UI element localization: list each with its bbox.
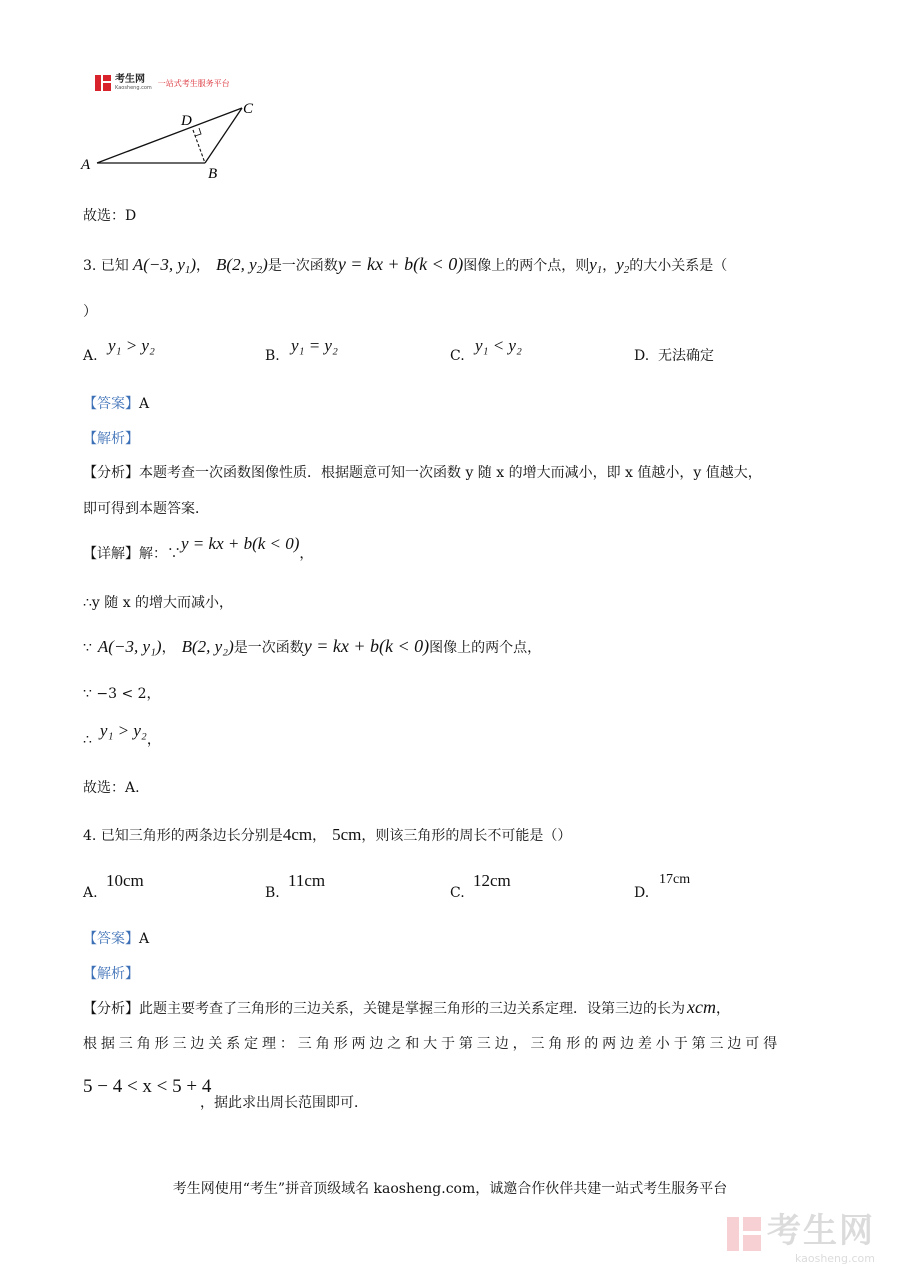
- footer-text: 考生网使用“考生”拼音顶级域名 kaosheng.com，诚邀合作伙伴共建一站式考生服务平台: [172, 1181, 728, 1197]
- q4-option-d-letter: D.: [634, 885, 650, 901]
- q4-option-b: 11cm: [288, 871, 326, 890]
- q3-fenxi-line2: 即可得到本题答案．: [83, 501, 209, 517]
- q3-text-1: 已知: [100, 258, 129, 274]
- q3-point-a: A(−3, $y_1$): [132, 255, 197, 276]
- q3-y2: $y_2$: [616, 255, 630, 276]
- q3-step3: ∵ −3 < 2，: [83, 686, 161, 702]
- segment-ac: [97, 108, 242, 163]
- prev-conclusion: 故选：D: [83, 208, 137, 224]
- header-logo: [95, 72, 230, 94]
- q3-option-c-letter: C.: [450, 348, 465, 364]
- q3-option-b-letter: B.: [265, 348, 280, 364]
- logo-icon: [95, 75, 111, 91]
- q3-answer: 【答案】A: [83, 396, 150, 412]
- q3-step2: ∵ A(−3, y₁) ， B(2, y₂) 是一次函数 y = kx + b(k < 0) 图像上的两个点，: [83, 636, 542, 656]
- label-d: D: [181, 113, 192, 129]
- q3-comma: ，: [602, 258, 617, 274]
- q3-option-a: y₁ > y₂: [108, 336, 155, 355]
- watermark-logo-icon: [727, 1217, 761, 1251]
- q4-option-d: 17cm: [659, 872, 691, 887]
- watermark-domain: kaosheng.com: [794, 1252, 875, 1265]
- q4-option-c-letter: C.: [450, 885, 465, 901]
- label-b: B: [208, 166, 218, 182]
- q4-stem: 4. 已知三角形的两条边长分别是 4cm ， 5cm ，则该三角形的周长不可能是（）: [83, 825, 572, 844]
- q3-option-c: y₁ < y₂: [475, 336, 522, 355]
- logo-domain: Kaosheng.com: [115, 85, 152, 91]
- q3-fenxi-line1: 【分析】本题考查一次函数图像性质．根据题意可知一次函数 y 随 x 的增大而减小，即 x 值越小，y 值越大，: [83, 465, 762, 481]
- q3-text-2: 是一次函数: [267, 258, 338, 274]
- q4-answer: 【答案】A: [83, 931, 150, 947]
- q3-conclusion: 故选：A.: [83, 780, 140, 796]
- q4-len2: 5cm: [332, 825, 362, 844]
- q4-fenxi-line2: 根据三角形三边关系定理：三角形两边之和大于第三边，三角形的两边差小于第三边可得: [83, 1036, 782, 1052]
- right-angle-mark: [195, 128, 201, 136]
- watermark-name: 考生网: [767, 1211, 875, 1251]
- q3-close-paren: ）: [83, 304, 97, 320]
- q4-fenxi-var: xcm: [687, 997, 716, 1017]
- q3-text-3: 图像上的两个点，则: [463, 258, 590, 274]
- q3-analysis-tag: 【解析】: [83, 431, 139, 447]
- q3-option-b: y₁ = y₂: [291, 336, 338, 355]
- q3-text-4: 的大小关系是（: [629, 258, 728, 274]
- q3-point-b: B(2, $y_2$): [216, 255, 268, 276]
- q4-option-b-letter: B.: [265, 885, 280, 901]
- q3-sep: ，: [196, 258, 211, 274]
- q4-len1: 4cm: [282, 825, 313, 844]
- q4-option-a: 10cm: [106, 871, 144, 890]
- q3-number: 3.: [83, 258, 97, 274]
- q3-option-a-letter: A.: [83, 348, 98, 364]
- q3-y1: $y_1$: [589, 255, 603, 276]
- segment-bc: [205, 108, 242, 163]
- q3-step1: ∴y 随 x 的增大而减小，: [83, 595, 234, 611]
- q4-fenxi-line1: 【分析】 此题主要考查了三角形的三边关系，关键是掌握三角形的三边关系定理．设第三边的长为 xcm ，: [83, 997, 730, 1017]
- logo-name: 考生网: [115, 74, 145, 85]
- q4-option-a-letter: A.: [83, 885, 98, 901]
- label-c: C: [243, 101, 254, 117]
- q4-inequality: 5 − 4 < x < 5 + 4: [83, 1076, 212, 1097]
- triangle-figure: [75, 95, 275, 185]
- label-a: A: [81, 157, 91, 173]
- logo-slogan: 一站式考生服务平台: [157, 78, 230, 88]
- watermark: [727, 1203, 875, 1265]
- q3-detail-line: 【详解】 解：∵ y = kx + b(k < 0) ，: [83, 534, 314, 562]
- q3-detail-func: y = kx + b(k < 0): [181, 534, 300, 553]
- q3-stem: [83, 255, 727, 279]
- q4-analysis-tag: 【解析】: [83, 966, 139, 982]
- q3-option-d-letter: D.: [634, 348, 650, 364]
- q4-fenxi-line3: ，据此求出周长范围即可．: [200, 1095, 368, 1111]
- q3-step4: ∴ y₁ > y₂ ，: [83, 721, 161, 748]
- q3-option-d: 无法确定: [658, 348, 714, 364]
- q3-func: y = kx + b(k < 0): [337, 254, 464, 274]
- q4-option-c: 12cm: [473, 871, 511, 890]
